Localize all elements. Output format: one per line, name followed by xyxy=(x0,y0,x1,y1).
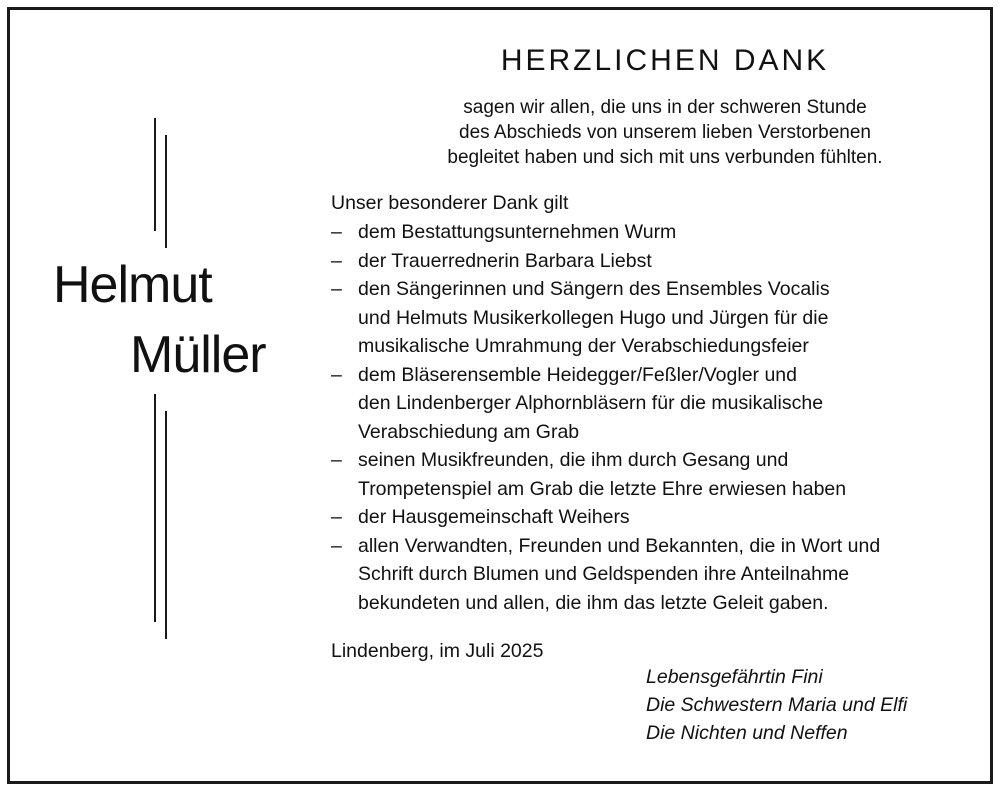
thanks-item-line: allen Verwandten, Freunden und Bekannten, die in Wort und xyxy=(358,534,881,557)
thanks-item-line: der Hausgemeinschaft Weihers xyxy=(358,506,630,528)
signature-line: Die Schwestern Maria und Elfi xyxy=(646,694,908,716)
thanks-item-line: Verabschiedung am Grab xyxy=(358,420,580,443)
list-dash: – xyxy=(331,506,342,528)
thanks-item-line: der Trauerrednerin Barbara Liebst xyxy=(358,249,652,272)
list-dash: – xyxy=(331,249,342,272)
thanks-list xyxy=(331,218,991,617)
intro-line: sagen wir allen, die uns in der schweren Stunde xyxy=(463,97,867,118)
deceased-last-name: Müller xyxy=(130,326,266,384)
thanks-item xyxy=(331,361,991,447)
list-dash: – xyxy=(331,534,342,557)
deceased-first-name: Helmut xyxy=(53,256,212,314)
decorative-line-bottom-right xyxy=(165,411,167,639)
thanks-item xyxy=(331,247,991,276)
decorative-line-top-right xyxy=(165,135,167,248)
notice-heading: HERZLICHEN DANK xyxy=(500,44,830,77)
list-dash: – xyxy=(331,449,342,471)
thanks-item-line: und Helmuts Musikerkollegen Hugo und Jürgen für die xyxy=(358,306,829,329)
list-dash: – xyxy=(331,363,342,386)
signature-line: Die Nichten und Neffen xyxy=(646,722,848,744)
list-dash: – xyxy=(331,221,342,243)
thanks-heading: Unser besonderer Dank gilt xyxy=(331,192,569,214)
decorative-line-bottom-left xyxy=(154,394,156,622)
thanks-item xyxy=(331,532,991,618)
thanks-item-line: dem Bläserensemble Heidegger/Feßler/Vogler und xyxy=(358,363,797,386)
intro-line: begleitet haben und sich mit uns verbunden fühlten. xyxy=(447,147,883,168)
decorative-line-top-left xyxy=(154,118,156,231)
thanks-item-line: musikalische Umrahmung der Verabschiedungsfeier xyxy=(358,335,809,357)
signatures xyxy=(646,663,907,747)
thanks-item-line: dem Bestattungsunternehmen Wurm xyxy=(358,221,677,243)
intro-line: des Abschieds von unserem lieben Verstorbenen xyxy=(459,122,871,143)
thanks-item-line: bekundeten und allen, die ihm das letzte Geleit gaben. xyxy=(358,591,829,614)
list-dash: – xyxy=(331,278,342,300)
thanks-item xyxy=(331,218,991,247)
thanks-item-line: seinen Musikfreunden, die ihm durch Gesang und xyxy=(358,449,789,471)
thanks-item-line: Trompetenspiel am Grab die letzte Ehre erwiesen haben xyxy=(358,477,847,500)
thanks-item xyxy=(331,446,991,503)
thanks-item xyxy=(331,503,991,532)
thanks-item xyxy=(331,275,991,361)
intro-text xyxy=(330,95,1000,170)
thanks-item-line: den Sängerinnen und Sängern des Ensembles Vocalis xyxy=(358,278,830,300)
thanks-item-line: den Lindenberger Alphornbläsern für die musikalische xyxy=(358,392,824,414)
signature-line: Lebensgefährtin Fini xyxy=(646,666,823,688)
place-date: Lindenberg, im Juli 2025 xyxy=(331,640,544,662)
thanks-item-line: Schrift durch Blumen und Geldspenden ihre Anteilnahme xyxy=(358,563,850,585)
